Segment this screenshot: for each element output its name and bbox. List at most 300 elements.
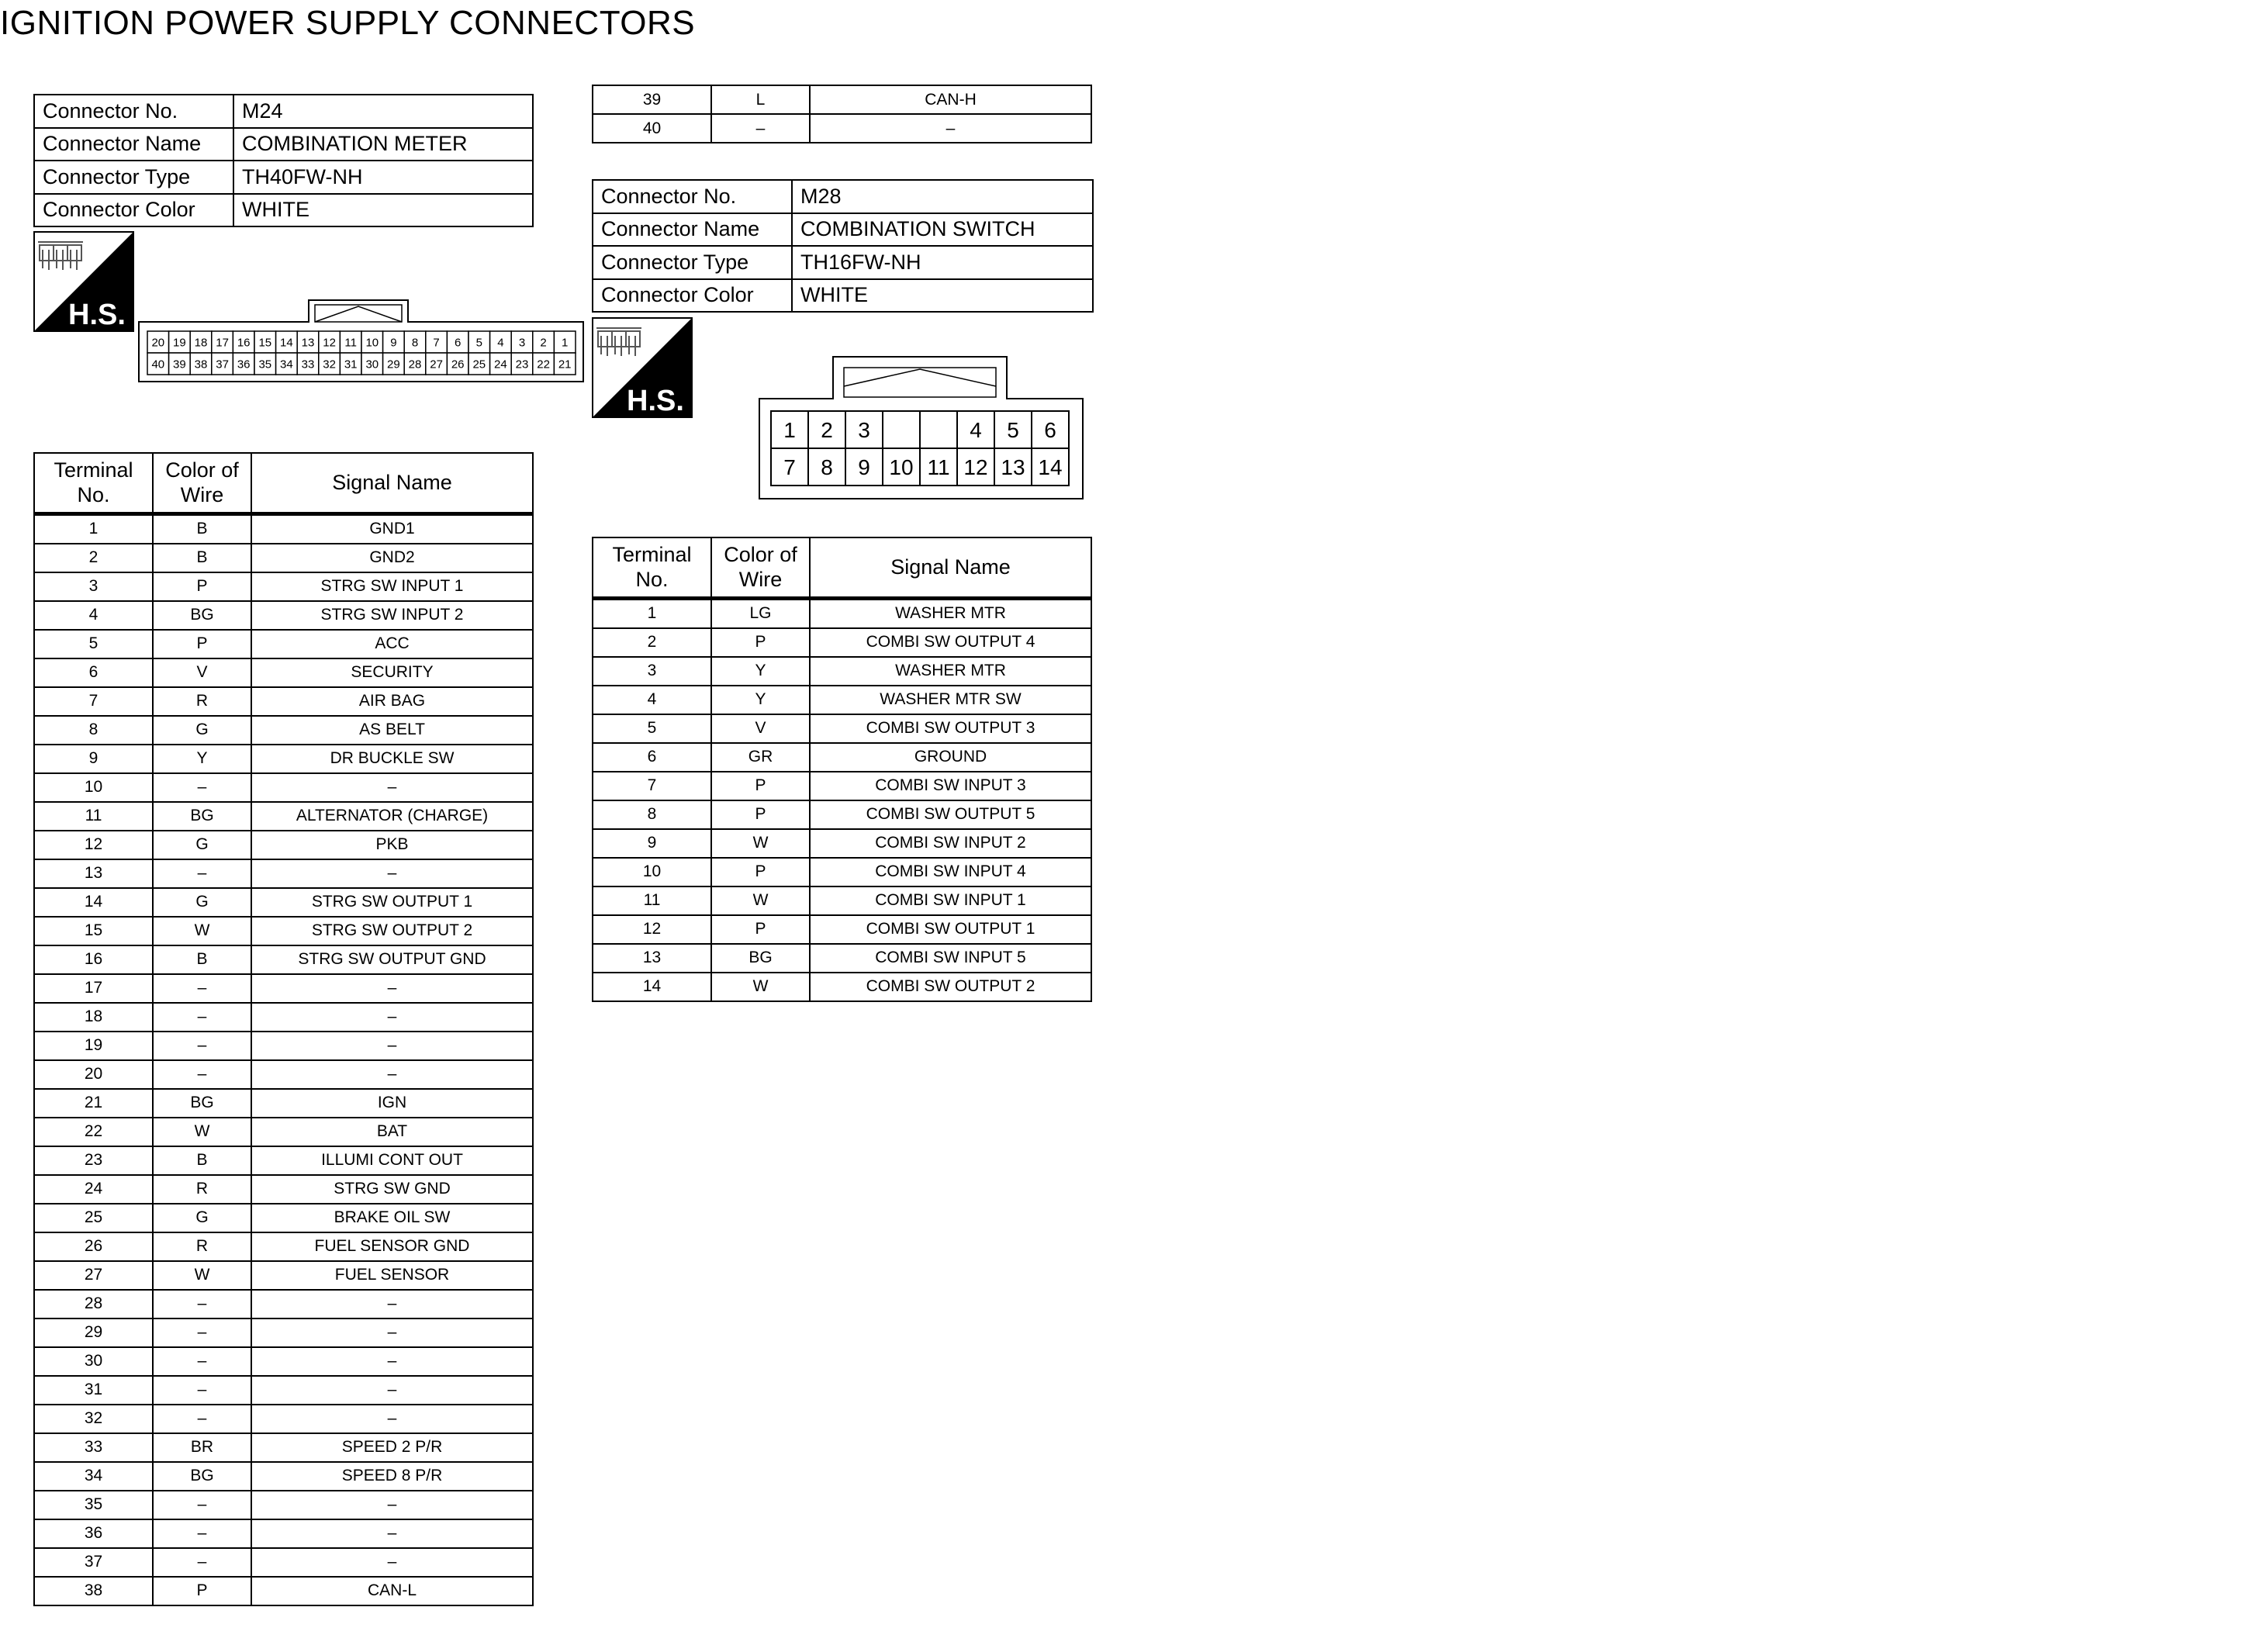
pin-number: 34 [280,358,293,372]
pin-number: 25 [472,358,486,372]
terminal-no: 11 [593,886,711,915]
terminal-row [34,1347,533,1376]
terminal-row [34,1577,533,1605]
terminal-row [593,114,1091,143]
wire-color: GR [711,743,810,772]
signal-name: WASHER MTR SW [810,686,1091,714]
terminal-no: 2 [593,628,711,657]
terminal-no: 20 [34,1060,153,1089]
pin-number: 33 [301,358,315,372]
wire-color: W [153,917,251,945]
terminal-row [593,944,1091,973]
pin-number: 12 [323,336,336,350]
wire-color: W [153,1261,251,1290]
wire-color: V [153,658,251,687]
terminal-row [593,772,1091,800]
info-value: COMBINATION METER [233,128,533,161]
signal-name: COMBI SW INPUT 5 [810,944,1091,973]
wire-color: B [153,945,251,974]
terminal-row [593,714,1091,743]
terminal-row [34,773,533,802]
signal-name: STRG SW OUTPUT GND [251,945,533,974]
signal-name: – [251,1405,533,1433]
wire-color: P [153,1577,251,1605]
signal-name: COMBI SW INPUT 1 [810,886,1091,915]
signal-name: SECURITY [251,658,533,687]
terminal-no: 1 [593,598,711,628]
terminal-no: 38 [34,1577,153,1605]
connector-info-row [34,194,533,227]
wire-color: Y [711,686,810,714]
signal-name: STRG SW GND [251,1175,533,1204]
terminal-row [34,687,533,716]
terminal-no: 30 [34,1347,153,1376]
signal-name: – [251,1290,533,1318]
wire-color: W [711,829,810,858]
terminal-row [34,630,533,658]
terminal-no: 14 [593,973,711,1001]
terminal-no: 5 [593,714,711,743]
m28-connector-diagram [759,355,1084,499]
terminal-row [34,1089,533,1118]
pin-number: 4 [497,336,504,350]
m24-connector-diagram [138,299,584,382]
wire-color: P [711,628,810,657]
signal-name: STRG SW OUTPUT 2 [251,917,533,945]
signal-name: BAT [251,1118,533,1146]
terminal-row [34,572,533,601]
pin-number: 14 [280,336,293,350]
terminal-row [34,1232,533,1261]
terminal-row [593,800,1091,829]
info-label: Connector No. [34,95,233,128]
wire-color: – [153,1376,251,1405]
terminal-no: 39 [593,85,711,114]
signal-name: – [251,1548,533,1577]
terminal-no: 4 [593,686,711,714]
signal-name: DR BUCKLE SW [251,745,533,773]
terminal-no: 13 [593,944,711,973]
connector-info-row [593,279,1093,313]
wire-color: – [153,859,251,888]
wire-color: G [153,1204,251,1232]
terminal-no: 22 [34,1118,153,1146]
terminal-no: 32 [34,1405,153,1433]
wire-color: P [711,858,810,886]
terminal-row [34,1003,533,1032]
wire-color: – [153,1290,251,1318]
pin-number: 19 [173,336,186,350]
wire-color: L [711,85,810,114]
wire-color: BG [153,601,251,630]
pin-number: 8 [821,455,833,480]
terminal-row [34,1290,533,1318]
pin-number: 40 [151,358,165,372]
signal-name: COMBI SW INPUT 2 [810,829,1091,858]
m24-terminal-table [33,452,534,1606]
wire-color: W [153,1118,251,1146]
pin-number: 22 [537,358,550,372]
pin-number: 18 [194,336,208,350]
terminal-no: 14 [34,888,153,917]
terminal-no: 15 [34,917,153,945]
terminal-no-header: Terminal No. [34,453,153,513]
terminal-row [34,974,533,1003]
signal-name: AS BELT [251,716,533,745]
signal-name: COMBI SW INPUT 3 [810,772,1091,800]
pin-number: 9 [858,455,870,480]
terminal-row [593,743,1091,772]
terminal-no: 12 [593,915,711,944]
pin-number: 10 [889,455,914,480]
pin-number: 38 [194,358,208,372]
wire-color: – [153,1060,251,1089]
wire-color: BG [153,1089,251,1118]
terminal-no: 6 [34,658,153,687]
wire-color: – [153,773,251,802]
signal-name: – [251,1491,533,1519]
signal-name: – [251,1318,533,1347]
pin-number: 6 [1044,418,1056,443]
wire-color: – [153,1347,251,1376]
wire-color: BG [711,944,810,973]
wire-color: BG [153,1462,251,1491]
terminal-row [34,1118,533,1146]
signal-name: SPEED 8 P/R [251,1462,533,1491]
terminal-no: 6 [593,743,711,772]
signal-name: SPEED 2 P/R [251,1433,533,1462]
terminal-row [34,1491,533,1519]
terminal-row [593,829,1091,858]
signal-name: PKB [251,831,533,859]
wire-color: P [153,630,251,658]
terminal-row [593,85,1091,114]
terminal-row [593,915,1091,944]
wire-color: P [153,572,251,601]
info-label: Connector Color [593,279,792,313]
pin-number: 3 [858,418,870,443]
pin-number: 10 [365,336,379,350]
pin-number: 17 [216,336,229,350]
terminal-row [34,1405,533,1433]
info-label: Connector Color [34,194,233,227]
wire-color: – [153,1032,251,1060]
terminal-row [34,1462,533,1491]
terminal-row [593,886,1091,915]
wire-color: BG [153,802,251,831]
pin-number: 6 [455,336,462,350]
signal-name: ALTERNATOR (CHARGE) [251,802,533,831]
pin-number: 4 [970,418,982,443]
pin-number: 30 [365,358,379,372]
signal-name: WASHER MTR [810,598,1091,628]
terminal-no: 13 [34,859,153,888]
signal-name: – [251,1060,533,1089]
wire-color: W [711,886,810,915]
pin-number: 31 [344,358,358,372]
terminal-row [34,1318,533,1347]
terminal-no: 16 [34,945,153,974]
terminal-row [593,628,1091,657]
terminal-no: 27 [34,1261,153,1290]
terminal-row [593,686,1091,714]
terminal-no: 40 [593,114,711,143]
terminal-no-header: Terminal No. [593,537,711,598]
pin-number: 8 [411,336,419,350]
pin-number: 26 [451,358,465,372]
wire-color: Y [153,745,251,773]
wire-color: – [153,1548,251,1577]
pin-number: 13 [1001,455,1025,480]
wire-color: B [153,513,251,544]
wire-color: B [153,1146,251,1175]
signal-name: FUEL SENSOR GND [251,1232,533,1261]
terminal-row [34,1376,533,1405]
terminal-row [34,601,533,630]
terminal-no: 26 [34,1232,153,1261]
signal-name: COMBI SW OUTPUT 2 [810,973,1091,1001]
signal-name: – [251,1032,533,1060]
wire-color: W [711,973,810,1001]
terminal-row [593,973,1091,1001]
terminal-row [34,1433,533,1462]
terminal-no: 9 [593,829,711,858]
terminal-row [34,745,533,773]
signal-name: – [251,974,533,1003]
terminal-no: 1 [34,513,153,544]
pin-number: 13 [301,336,315,350]
signal-name-header: Signal Name [810,537,1091,598]
m28-hs-badge [592,317,693,418]
pin-number: 7 [433,336,440,350]
terminal-no: 8 [593,800,711,829]
wire-color: – [153,1003,251,1032]
terminal-table-header [34,453,533,513]
terminal-row [34,1032,533,1060]
terminal-no: 7 [34,687,153,716]
terminal-row [34,1519,533,1548]
wire-color: R [153,1175,251,1204]
terminal-no: 31 [34,1376,153,1405]
terminal-row [34,831,533,859]
signal-name: COMBI SW OUTPUT 4 [810,628,1091,657]
signal-name-header: Signal Name [251,453,533,513]
pin-number: 5 [1007,418,1019,443]
pin-cell [883,411,920,448]
terminal-no: 24 [34,1175,153,1204]
signal-name: COMBI SW OUTPUT 5 [810,800,1091,829]
wire-color: G [153,888,251,917]
pin-number: 23 [515,358,529,372]
info-label: Connector Type [34,161,233,194]
wire-color-header: Color of Wire [153,453,251,513]
signal-name: GND2 [251,544,533,572]
signal-name: – [251,1376,533,1405]
terminal-row [34,1175,533,1204]
info-value: TH40FW-NH [233,161,533,194]
m24-terminal-table-continued [592,85,1092,143]
terminal-row [34,1146,533,1175]
terminal-no: 5 [34,630,153,658]
wire-color: – [153,1405,251,1433]
terminal-no: 2 [34,544,153,572]
pin-number: 39 [173,358,186,372]
wire-color: G [153,831,251,859]
terminal-no: 36 [34,1519,153,1548]
terminal-row [593,657,1091,686]
signal-name: WASHER MTR [810,657,1091,686]
pin-number: 16 [237,336,251,350]
terminal-row [34,859,533,888]
terminal-row [34,1060,533,1089]
wire-color: Y [711,657,810,686]
pin-cell [920,411,957,448]
hs-label: H.S. [68,299,126,331]
terminal-no: 37 [34,1548,153,1577]
wire-color: G [153,716,251,745]
terminal-no: 19 [34,1032,153,1060]
signal-name: – [251,1519,533,1548]
info-value: TH16FW-NH [792,246,1093,279]
signal-name: BRAKE OIL SW [251,1204,533,1232]
wire-color: R [153,1232,251,1261]
terminal-no: 34 [34,1462,153,1491]
terminal-no: 29 [34,1318,153,1347]
signal-name: STRG SW INPUT 2 [251,601,533,630]
terminal-no: 35 [34,1491,153,1519]
terminal-row [34,917,533,945]
wire-color: P [711,915,810,944]
connector-info-row [34,128,533,161]
signal-name: FUEL SENSOR [251,1261,533,1290]
signal-name: COMBI SW INPUT 4 [810,858,1091,886]
signal-name: IGN [251,1089,533,1118]
m28-terminal-table [592,537,1092,1002]
info-label: Connector No. [593,180,792,213]
wire-color-header: Color of Wire [711,537,810,598]
terminal-no: 23 [34,1146,153,1175]
wire-color: LG [711,598,810,628]
signal-name: – [810,114,1091,143]
connector-info-row [593,246,1093,279]
terminal-no: 18 [34,1003,153,1032]
pin-number: 9 [390,336,397,350]
terminal-no: 17 [34,974,153,1003]
info-label: Connector Name [34,128,233,161]
terminal-row [34,1204,533,1232]
terminal-row [34,802,533,831]
wire-color: V [711,714,810,743]
signal-name: GROUND [810,743,1091,772]
terminal-no: 33 [34,1433,153,1462]
signal-name: CAN-L [251,1577,533,1605]
signal-name: AIR BAG [251,687,533,716]
signal-name: ILLUMI CONT OUT [251,1146,533,1175]
signal-name: – [251,1347,533,1376]
m24-connector-info-table [33,94,534,227]
m28-connector-info-table [592,179,1094,313]
signal-name: STRG SW INPUT 1 [251,572,533,601]
wire-color: BR [153,1433,251,1462]
signal-name: – [251,1003,533,1032]
info-value: WHITE [792,279,1093,313]
terminal-no: 3 [593,657,711,686]
connector-info-row [593,213,1093,247]
pin-number: 2 [540,336,547,350]
info-label: Connector Name [593,213,792,247]
pin-number: 7 [783,455,796,480]
terminal-no: 4 [34,601,153,630]
pin-number: 5 [475,336,482,350]
wire-color: – [153,1519,251,1548]
terminal-table-header [593,537,1091,598]
m24-hs-badge [33,231,134,332]
signal-name: – [251,859,533,888]
connector-info-row [34,161,533,194]
info-value: WHITE [233,194,533,227]
pin-number: 29 [387,358,400,372]
terminal-no: 11 [34,802,153,831]
terminal-row [34,513,533,544]
signal-name: CAN-H [810,85,1091,114]
terminal-row [593,598,1091,628]
pin-number: 11 [344,336,357,350]
pin-number: 24 [494,358,507,372]
terminal-row [34,544,533,572]
terminal-no: 12 [34,831,153,859]
info-value: COMBINATION SWITCH [792,213,1093,247]
signal-name: STRG SW OUTPUT 1 [251,888,533,917]
pin-number: 36 [237,358,251,372]
pin-number: 2 [821,418,833,443]
terminal-row [593,858,1091,886]
terminal-no: 8 [34,716,153,745]
info-value: M28 [792,180,1093,213]
pin-number: 12 [963,455,988,480]
wire-color: – [153,1318,251,1347]
hs-label: H.S. [627,385,684,417]
terminal-no: 10 [593,858,711,886]
pin-number: 20 [151,336,165,350]
wire-color: – [153,1491,251,1519]
pin-number: 27 [430,358,443,372]
terminal-row [34,716,533,745]
pin-number: 14 [1038,455,1063,480]
terminal-row [34,1261,533,1290]
pin-number: 35 [258,358,272,372]
pin-number: 11 [927,455,950,480]
wire-color: – [153,974,251,1003]
signal-name: ACC [251,630,533,658]
pin-number: 37 [216,358,229,372]
wire-color: P [711,800,810,829]
pin-number: 21 [558,358,572,372]
terminal-no: 9 [34,745,153,773]
terminal-no: 28 [34,1290,153,1318]
pin-number: 1 [783,418,796,443]
wire-color: B [153,544,251,572]
terminal-row [34,888,533,917]
info-value: M24 [233,95,533,128]
terminal-row [34,945,533,974]
signal-name: COMBI SW OUTPUT 1 [810,915,1091,944]
terminal-no: 21 [34,1089,153,1118]
terminal-no: 7 [593,772,711,800]
terminal-row [34,658,533,687]
terminal-no: 10 [34,773,153,802]
connector-info-row [593,180,1093,213]
connector-info-row [34,95,533,128]
